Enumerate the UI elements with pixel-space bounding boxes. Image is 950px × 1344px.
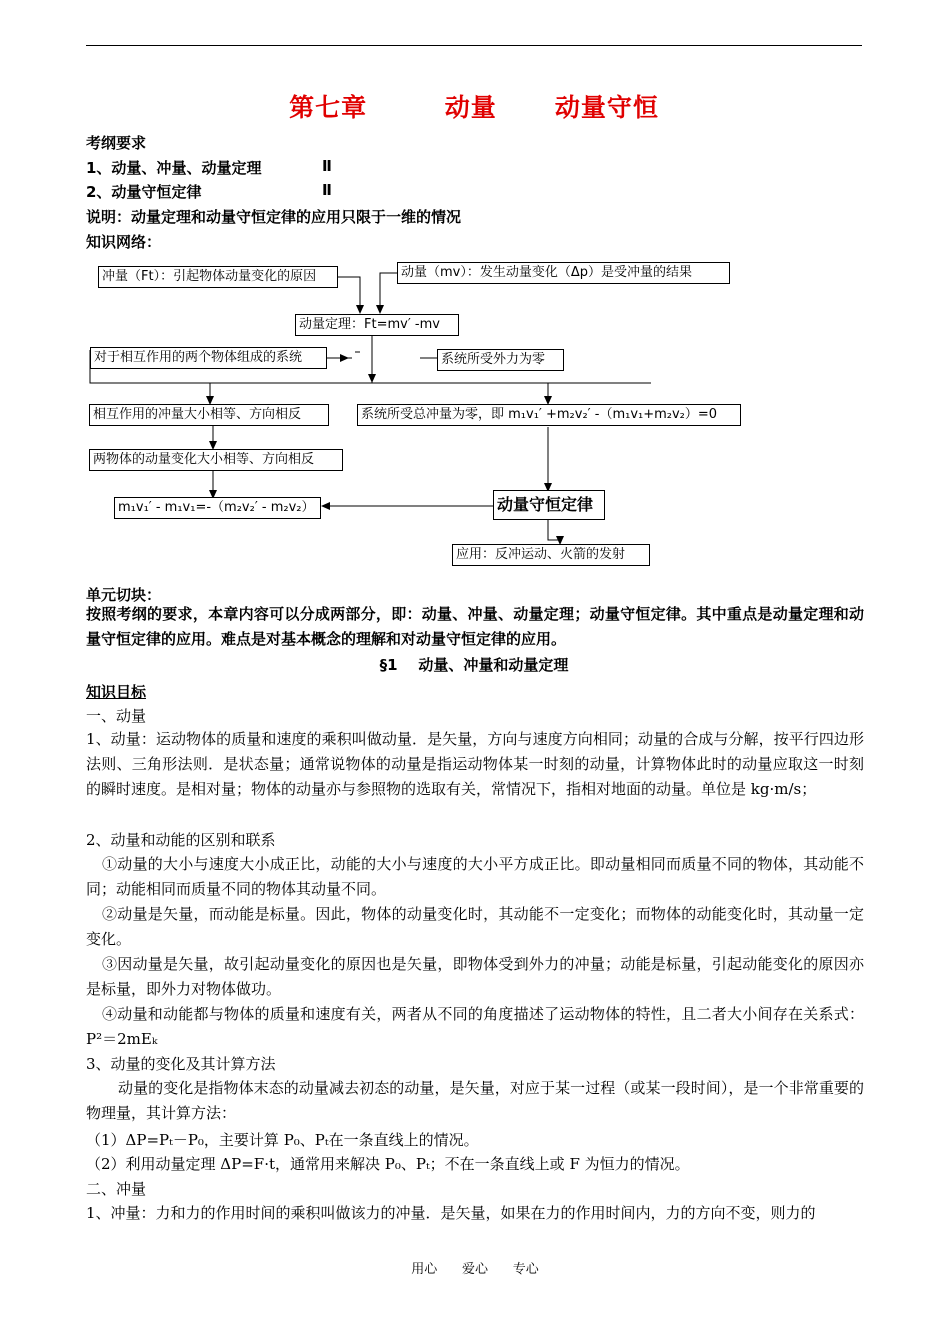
network-heading: 知识网络： [86,233,162,251]
syllabus-item-1: 1、动量、冲量、动量定理 [86,159,262,177]
external-force-zero-box: 系统所受外力为零 [437,349,564,371]
part-one-heading: 一、动量 [86,707,147,725]
comparison-3: ③因动量是矢量，故引起动量变化的原因也是矢量，即物体受到外力的冲量；动能是标量，引起动能变化的原因亦是标量，即外力对物体做功。 [86,955,864,998]
momentum-box: 动量（mv）：发生动量变化（Δp）是受冲量的结果 [397,262,730,284]
conservation-law-box: 动量守恒定律 [493,490,605,520]
page-footer: 用心 爱心 专心 [411,1262,539,1277]
interaction-impulse-box: 相互作用的冲量大小相等、方向相反 [89,404,329,426]
method-1: （1）ΔP=Pₜ－P₀，主要计算 P₀、Pₜ在一条直线上的情况。 [86,1131,479,1149]
syllabus-heading: 考纲要求 [86,134,147,152]
chapter-title: 第七章 动量 动量守恒 [289,93,659,122]
impulse-definition: 1、冲量：力和力的作用时间的乘积叫做该力的冲量．是矢量，如果在力的作用时间内，力的方向不变，则力的 [86,1204,816,1222]
change-heading: 3、动量的变化及其计算方法 [86,1055,276,1073]
unit-text: 按照考纲的要求，本章内容可以分成两部分，即：动量、冲量、动量定理；动量守恒定律。其中重点是动量定理和动量守恒定律的应用。难点是对基本概念的理解和对动量守恒定律的应用。 [86,605,864,648]
impulse-box: 冲量（Ft）：引起物体动量变化的原因 [98,266,338,288]
momentum-change-box: 两物体的动量变化大小相等、方向相反 [89,449,343,471]
system-box: 对于相互作用的两个物体组成的系统 [90,347,327,369]
comparison-1: ①动量的大小与速度大小成正比，动能的大小与速度的大小平方成正比。即动量相同而质量不同的物体，其动能不同；动能相同而质量不同的物体其动量不同。 [86,855,864,898]
syllabus-item-2: 2、动量守恒定律 [86,183,202,201]
unit-heading: 单元切块： [86,586,162,604]
syllabus-item-1-level: Ⅱ [322,157,332,175]
application-box: 应用：反冲运动、火箭的发射 [452,544,650,566]
section-title: §1 动量、冲量和动量定理 [379,656,569,674]
comparison-2: ②动量是矢量，而动能是标量。因此，物体的动量变化时，其动能不一定变化；而物体的动能变化时，其动量一定变化。 [86,905,864,948]
syllabus-note: 说明：动量定理和动量守恒定律的应用只限于一维的情况 [86,208,462,226]
difference-heading: 2、动量和动能的区别和联系 [86,831,276,849]
change-text: 动量的变化是指物体末态的动量减去初态的动量，是矢量，对应于某一过程（或某一段时间），是一个非常重要的物理量，其计算方法： [86,1079,864,1122]
part-two-heading: 二、冲量 [86,1180,147,1198]
total-impulse-zero-box: 系统所受总冲量为零，即 m₁v₁′ +m₂v₂′ -（m₁v₁+m₂v₂）=0 [357,404,741,426]
syllabus-item-2-level: Ⅱ [322,181,332,199]
theorem-box: 动量定理：Ft=mv′ -mv [295,314,459,336]
knowledge-goal-heading: 知识目标 [86,683,147,701]
momentum-definition: 1、动量：运动物体的质量和速度的乘积叫做动量．是矢量，方向与速度方向相同；动量的合成与分解，按平行四边形法则、三角形法则．是状态量；通常说物体的动量是指运动物体某一时刻的动量，计算物体此时的动量应取这一时刻的瞬时速度。是相对量；物体的动量亦与参照物的选取有关，常情况下，指相对地面的动量。单位是 kg·m/s； [86,730,864,798]
equation-box: m₁v₁′ - m₁v₁=-（m₂v₂′ - m₂v₂） [114,497,321,519]
method-2: （2）利用动量定理 ΔP=F·t，通常用来解决 P₀、Pₜ；不在一条直线上或 F 为恒力的情况。 [86,1155,690,1173]
comparison-4: ④动量和动能都与物体的质量和速度有关，两者从不同的角度描述了运动物体的特性，且二者大小间存在关系式：P²＝2mEₖ [86,1005,864,1048]
